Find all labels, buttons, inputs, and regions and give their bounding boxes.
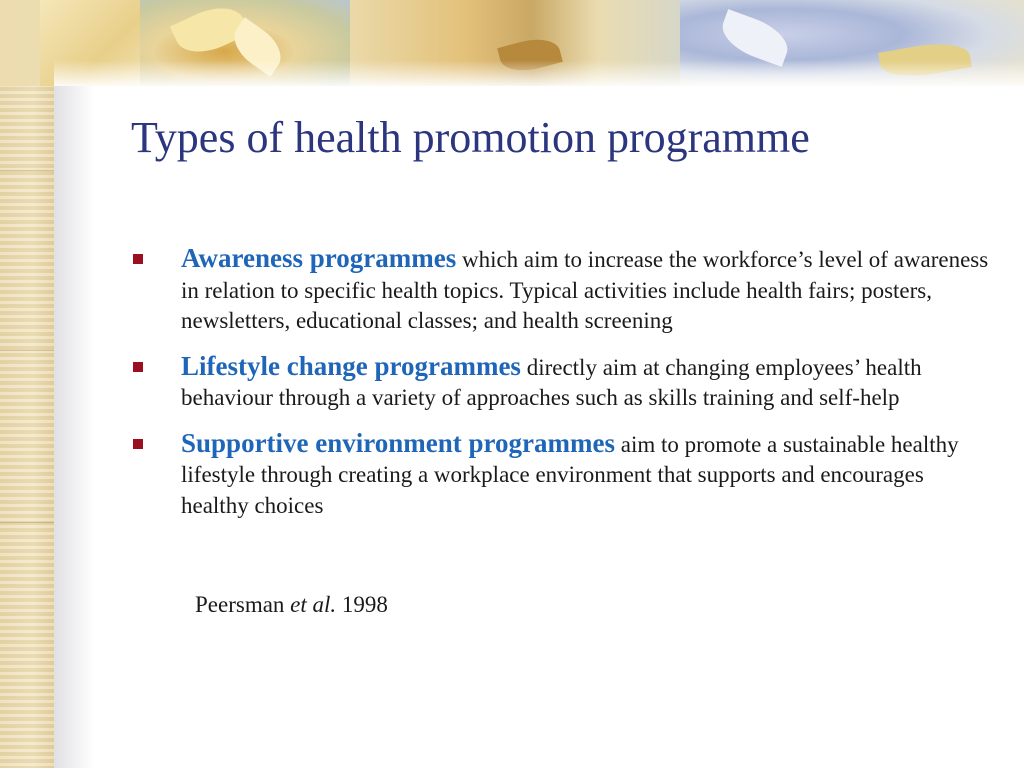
citation-etal: et al. <box>290 592 337 617</box>
square-bullet-icon <box>133 254 143 264</box>
strip-seam <box>0 522 54 523</box>
citation-year: 1998 <box>336 592 388 617</box>
bullet-text: which aim to increase the workforce’s level of awareness in relation to specific health topics. Typical activities include health fairs; posters, newsletters, educational classes; and health screening <box>181 247 989 333</box>
strip-seam <box>0 170 54 171</box>
bullet-item-awareness <box>131 243 991 337</box>
square-bullet-icon <box>133 362 143 372</box>
bullet-term: Awareness programmes <box>181 243 457 273</box>
square-bullet-icon <box>133 439 143 449</box>
bullet-item-supportive <box>131 428 991 522</box>
bullet-term: Supportive environment programmes <box>181 427 615 458</box>
bullet-text: aim to promote a sustainable healthy lifestyle through creating a workplace environment that supports and encourages healthy choices <box>181 431 959 518</box>
header-fade <box>54 0 1024 86</box>
slide-title: Types of health promotion programme <box>131 113 810 162</box>
decorative-header-band <box>0 0 1024 86</box>
bullet-list <box>131 243 991 535</box>
left-shadow <box>54 86 94 768</box>
bullet-text: directly aim at changing employees’ health behaviour through a variety of approaches such as skills training and self-help <box>181 354 922 410</box>
bullet-term: Lifestyle change programmes <box>181 350 521 381</box>
bullet-item-lifestyle <box>131 351 991 414</box>
citation-author: Peersman <box>195 592 285 617</box>
citation <box>195 592 388 618</box>
strip-seam <box>0 350 54 351</box>
left-parchment-strip <box>0 0 54 768</box>
